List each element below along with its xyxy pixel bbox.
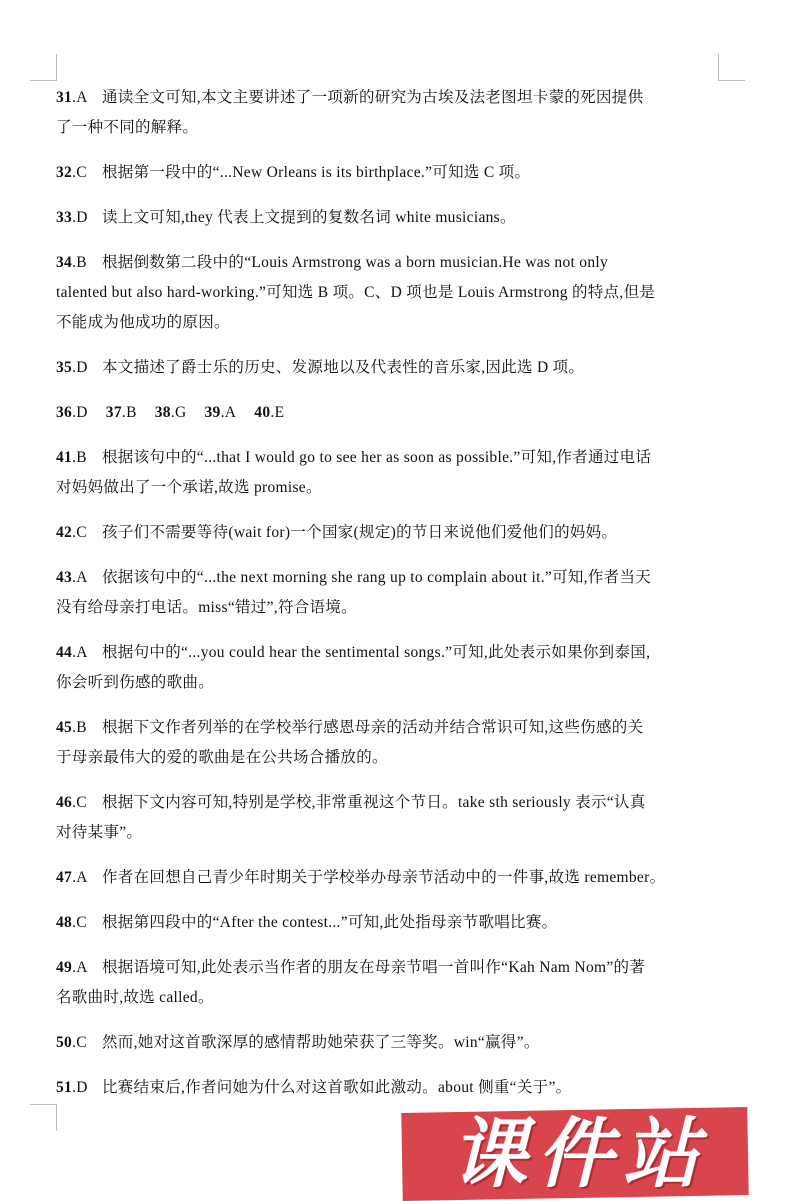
explanation-text: 你会听到伤感的歌曲。 <box>56 674 215 691</box>
answer-line <box>56 158 726 188</box>
answer-letter: .A <box>72 569 88 586</box>
answer-label <box>254 398 284 428</box>
answer-letter: .C <box>72 524 87 541</box>
watermark-logo-text: 课件站 <box>451 1109 709 1198</box>
question-number: 40 <box>254 404 271 421</box>
explanation-text: 依据该句中的“...the next morning she rang up to complain about it.”可知,作者当天 <box>102 569 652 586</box>
question-number: 35 <box>56 359 73 376</box>
crop-mark-top-left <box>30 54 57 81</box>
explanation-text: 根据倒数第二段中的“Louis Armstrong was a born musician.He was not only <box>102 254 609 271</box>
answer-item <box>56 443 726 503</box>
explanation-text: 根据语境可知,此处表示当作者的朋友在母亲节唱一首叫作“Kah Nam Nom”的著 <box>102 959 646 976</box>
explanation-text: 读上文可知,they 代表上文提到的复数名词 white musicians。 <box>102 209 516 226</box>
answer-label <box>56 353 102 383</box>
answer-item <box>56 953 726 1013</box>
answer-letter: .A <box>72 89 88 106</box>
answer-item <box>56 518 726 548</box>
question-number: 31 <box>56 89 73 106</box>
answer-line <box>56 593 726 623</box>
answer-letter: .B <box>121 404 137 421</box>
explanation-text: 名歌曲时,故选 called。 <box>56 989 214 1006</box>
question-number: 45 <box>56 719 73 736</box>
answer-label <box>56 638 102 668</box>
answer-label <box>56 953 102 983</box>
answer-item <box>56 638 726 698</box>
answer-letter: .B <box>72 449 87 466</box>
question-number: 36 <box>56 404 73 421</box>
explanation-text: 比赛结束后,作者问她为什么对这首歌如此激动。about 侧重“关于”。 <box>102 1079 572 1096</box>
question-number: 37 <box>105 404 122 421</box>
question-number: 50 <box>56 1034 73 1051</box>
answer-item <box>56 713 726 773</box>
answer-item <box>56 788 726 848</box>
answer-label <box>56 518 102 548</box>
answer-line <box>56 863 726 893</box>
crop-mark-top-right <box>718 54 745 81</box>
answer-line <box>56 473 726 503</box>
answer-line <box>56 248 726 278</box>
explanation-text: 根据句中的“...you could hear the sentimental songs.”可知,此处表示如果你到泰国, <box>102 644 651 661</box>
explanation-text: 于母亲最伟大的爱的歌曲是在公共场合播放的。 <box>56 749 388 766</box>
explanation-text: 作者在回想自己青少年时期关于学校举办母亲节活动中的一件事,故选 remember。 <box>102 869 666 886</box>
answer-line <box>56 1028 726 1058</box>
question-number: 32 <box>56 164 73 181</box>
answer-letter: .C <box>72 1034 87 1051</box>
answer-letter: .A <box>220 404 237 421</box>
answer-letter: .D <box>72 209 88 226</box>
answer-letter: .A <box>72 959 88 976</box>
answer-key-body <box>56 83 726 1118</box>
answer-label <box>155 398 187 428</box>
explanation-text: 根据第四段中的“After the contest...”可知,此处指母亲节歌唱比赛。 <box>102 914 558 931</box>
answer-label <box>56 1028 102 1058</box>
explanation-text: 根据下文作者列举的在学校举行感恩母亲的活动并结合常识可知,这些伤感的关 <box>102 719 644 736</box>
question-number: 48 <box>56 914 73 931</box>
explanation-text: 了一种不同的解释。 <box>56 119 199 136</box>
answer-label <box>56 248 102 278</box>
question-number: 42 <box>56 524 73 541</box>
explanation-text: 然而,她对这首歌深厚的感情帮助她荣获了三等奖。win“赢得”。 <box>102 1034 540 1051</box>
answer-label <box>56 563 102 593</box>
explanation-text: 没有给母亲打电话。miss“错过”,符合语境。 <box>56 599 357 616</box>
answer-label <box>56 398 88 428</box>
answer-line <box>56 113 726 143</box>
explanation-text: 对待某事”。 <box>56 824 143 841</box>
answer-line <box>56 353 726 383</box>
question-number: 33 <box>56 209 73 226</box>
answer-label <box>56 83 102 113</box>
answer-line <box>56 908 726 938</box>
answer-line <box>56 713 726 743</box>
explanation-text: 孩子们不需要等待(wait for)一个国家(规定)的节日来说他们爱他们的妈妈。 <box>102 524 618 541</box>
question-number: 34 <box>56 254 73 271</box>
answer-label <box>56 1073 102 1103</box>
answer-item <box>56 1028 726 1058</box>
answer-line <box>56 983 726 1013</box>
answer-line <box>56 203 726 233</box>
answer-label <box>56 908 102 938</box>
answer-item <box>56 863 726 893</box>
question-number: 46 <box>56 794 73 811</box>
answer-label <box>56 863 102 893</box>
answer-letter: .C <box>72 164 87 181</box>
crop-mark-bottom-left <box>30 1104 57 1131</box>
question-number: 39 <box>204 404 221 421</box>
answer-line <box>56 818 726 848</box>
answer-letter: .B <box>72 254 87 271</box>
question-number: 49 <box>56 959 73 976</box>
answer-letter: .C <box>72 914 87 931</box>
explanation-text: 本文描述了爵士乐的历史、发源地以及代表性的音乐家,因此选 D 项。 <box>102 359 585 376</box>
answer-label <box>56 158 102 188</box>
question-number: 41 <box>56 449 73 466</box>
explanation-text: 根据第一段中的“...New Orleans is its birthplace.”可知选 C 项。 <box>102 164 531 181</box>
answer-item <box>56 83 726 143</box>
explanation-text: 根据该句中的“...that I would go to see her as soon as possible.”可知,作者通过电话 <box>102 449 652 466</box>
short-answers-row <box>56 398 726 428</box>
answer-label <box>106 398 137 428</box>
answer-line <box>56 563 726 593</box>
answer-line <box>56 668 726 698</box>
answer-label <box>56 443 102 473</box>
answer-letter: .D <box>72 1079 88 1096</box>
question-number: 43 <box>56 569 73 586</box>
answer-line <box>56 638 726 668</box>
question-number: 44 <box>56 644 73 661</box>
answer-letter: .C <box>72 794 87 811</box>
answer-item <box>56 908 726 938</box>
answer-line <box>56 398 726 428</box>
answer-letter: .A <box>72 869 88 886</box>
answer-item <box>56 248 726 338</box>
answer-label <box>56 713 102 743</box>
answer-label <box>205 398 237 428</box>
answer-label <box>56 788 102 818</box>
question-number: 51 <box>56 1079 73 1096</box>
answer-line <box>56 308 726 338</box>
answer-letter: .E <box>270 404 285 421</box>
answer-item <box>56 158 726 188</box>
answer-letter: .B <box>72 719 87 736</box>
answer-line <box>56 83 726 113</box>
answer-line <box>56 1073 726 1103</box>
answer-line <box>56 788 726 818</box>
explanation-text: 根据下文内容可知,特别是学校,非常重视这个节日。take sth seriously 表示“认真 <box>102 794 646 811</box>
explanation-text: talented but also hard-working.”可知选 B 项。C、D 项也是 Louis Armstrong 的特点,但是 <box>56 284 656 301</box>
answer-item <box>56 563 726 623</box>
answer-line <box>56 953 726 983</box>
answer-line <box>56 443 726 473</box>
answer-letter: .G <box>170 404 187 421</box>
answer-item <box>56 203 726 233</box>
explanation-text: 不能成为他成功的原因。 <box>56 314 230 331</box>
explanation-text: 通读全文可知,本文主要讲述了一项新的研究为古埃及法老图坦卡蒙的死因提供 <box>102 89 644 106</box>
answer-letter: .A <box>72 644 88 661</box>
answer-letter: .D <box>72 404 88 421</box>
explanation-text: 对妈妈做出了一个承诺,故选 promise。 <box>56 479 322 496</box>
answer-item <box>56 353 726 383</box>
answer-label <box>56 203 102 233</box>
answer-line <box>56 743 726 773</box>
answer-line <box>56 518 726 548</box>
question-number: 38 <box>154 404 171 421</box>
answer-letter: .D <box>72 359 88 376</box>
question-number: 47 <box>56 869 73 886</box>
answer-line <box>56 278 726 308</box>
answer-item <box>56 1073 726 1103</box>
